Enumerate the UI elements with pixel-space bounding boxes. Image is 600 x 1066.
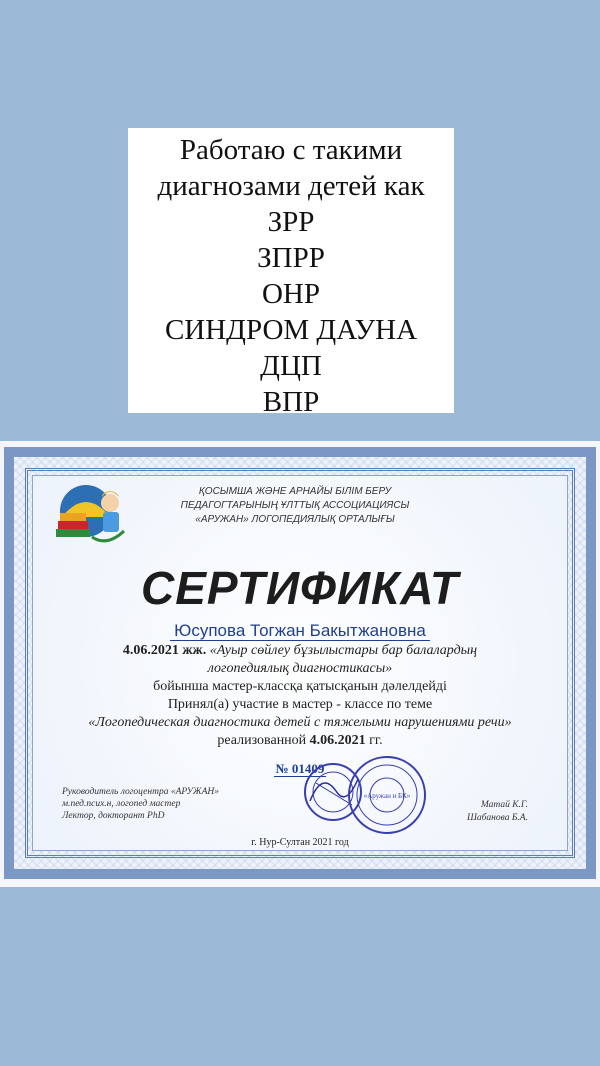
recipient-name-text: Юсупова Тогжан Бакытжановна [170, 621, 430, 641]
certificate-number [0, 761, 600, 777]
card-line: ЗРР [267, 206, 315, 238]
left-signatory [62, 786, 272, 822]
recipient-name [0, 621, 600, 641]
realized-date: 4.06.2021 [309, 733, 366, 748]
org-line: ҚОСЫМША ЖӘНЕ АРНАЙЫ БІЛІМ БЕРУ [198, 486, 392, 497]
right-signatories [418, 799, 528, 825]
organization-name [150, 485, 440, 527]
left-sign-line: Руководитель логоцентра «АРУЖАН» [62, 787, 220, 797]
seal-text: «Аружан и БК» [363, 792, 411, 800]
card-line: СИНДРОМ ДАУНА [164, 314, 418, 346]
round-seal-icon [346, 754, 428, 836]
card-line: ЗПРР [257, 242, 325, 274]
topic-kz-line1: «Ауыр сөйлеу бұзылыстары бар балалардың [209, 643, 478, 658]
certificate-photo [0, 441, 600, 887]
certificate-number-text: № 01409 [275, 761, 325, 776]
org-line: ПЕДАГОГТАРЫНЫҢ ҰЛТТЫҚ АССОЦИАЦИЯСЫ [180, 500, 410, 511]
right-sign-line: Матай К.Г. [480, 800, 528, 810]
left-sign-line: Лектор, докторант PhD [62, 811, 165, 821]
topic-ru: «Логопедическая диагностика детей с тяжелыми нарушениями речи» [88, 715, 512, 730]
city-year: г. Нур-Султан 2021 год [251, 837, 349, 848]
card-line: ВПР [262, 386, 320, 418]
card-line: ОНР [261, 278, 320, 310]
kz-confirm: бойынша мастер-классқа қатысқанын дәлелдейді [153, 679, 447, 694]
card-line: ДЦП [260, 350, 322, 382]
certificate-title: СЕРТИФИКАТ [141, 562, 459, 614]
topic-kz-line2: логопедиялық диагностикасы» [207, 661, 393, 676]
org-line: «АРУЖАН» ЛОГОПЕДИЯЛЫҚ ОРТАЛЫҒЫ [195, 514, 395, 525]
card-line: Работаю с такими [179, 134, 403, 166]
realized-prefix: реализованной [217, 733, 307, 748]
aruzhan-logo-icon [52, 481, 138, 553]
date-kz: 4.06.2021 жж. [122, 643, 207, 658]
realized-suffix: гг. [369, 733, 383, 748]
card-line: диагнозами детей как [157, 170, 425, 202]
right-sign-line: Шабанова Б.А. [467, 813, 528, 823]
ru-accepted: Принял(а) участие в мастер - классе по теме [167, 697, 433, 712]
diagnoses-card [128, 128, 454, 418]
left-sign-line: м.пед.псих.н, логопед мастер [62, 799, 181, 809]
certificate-body [30, 642, 570, 750]
